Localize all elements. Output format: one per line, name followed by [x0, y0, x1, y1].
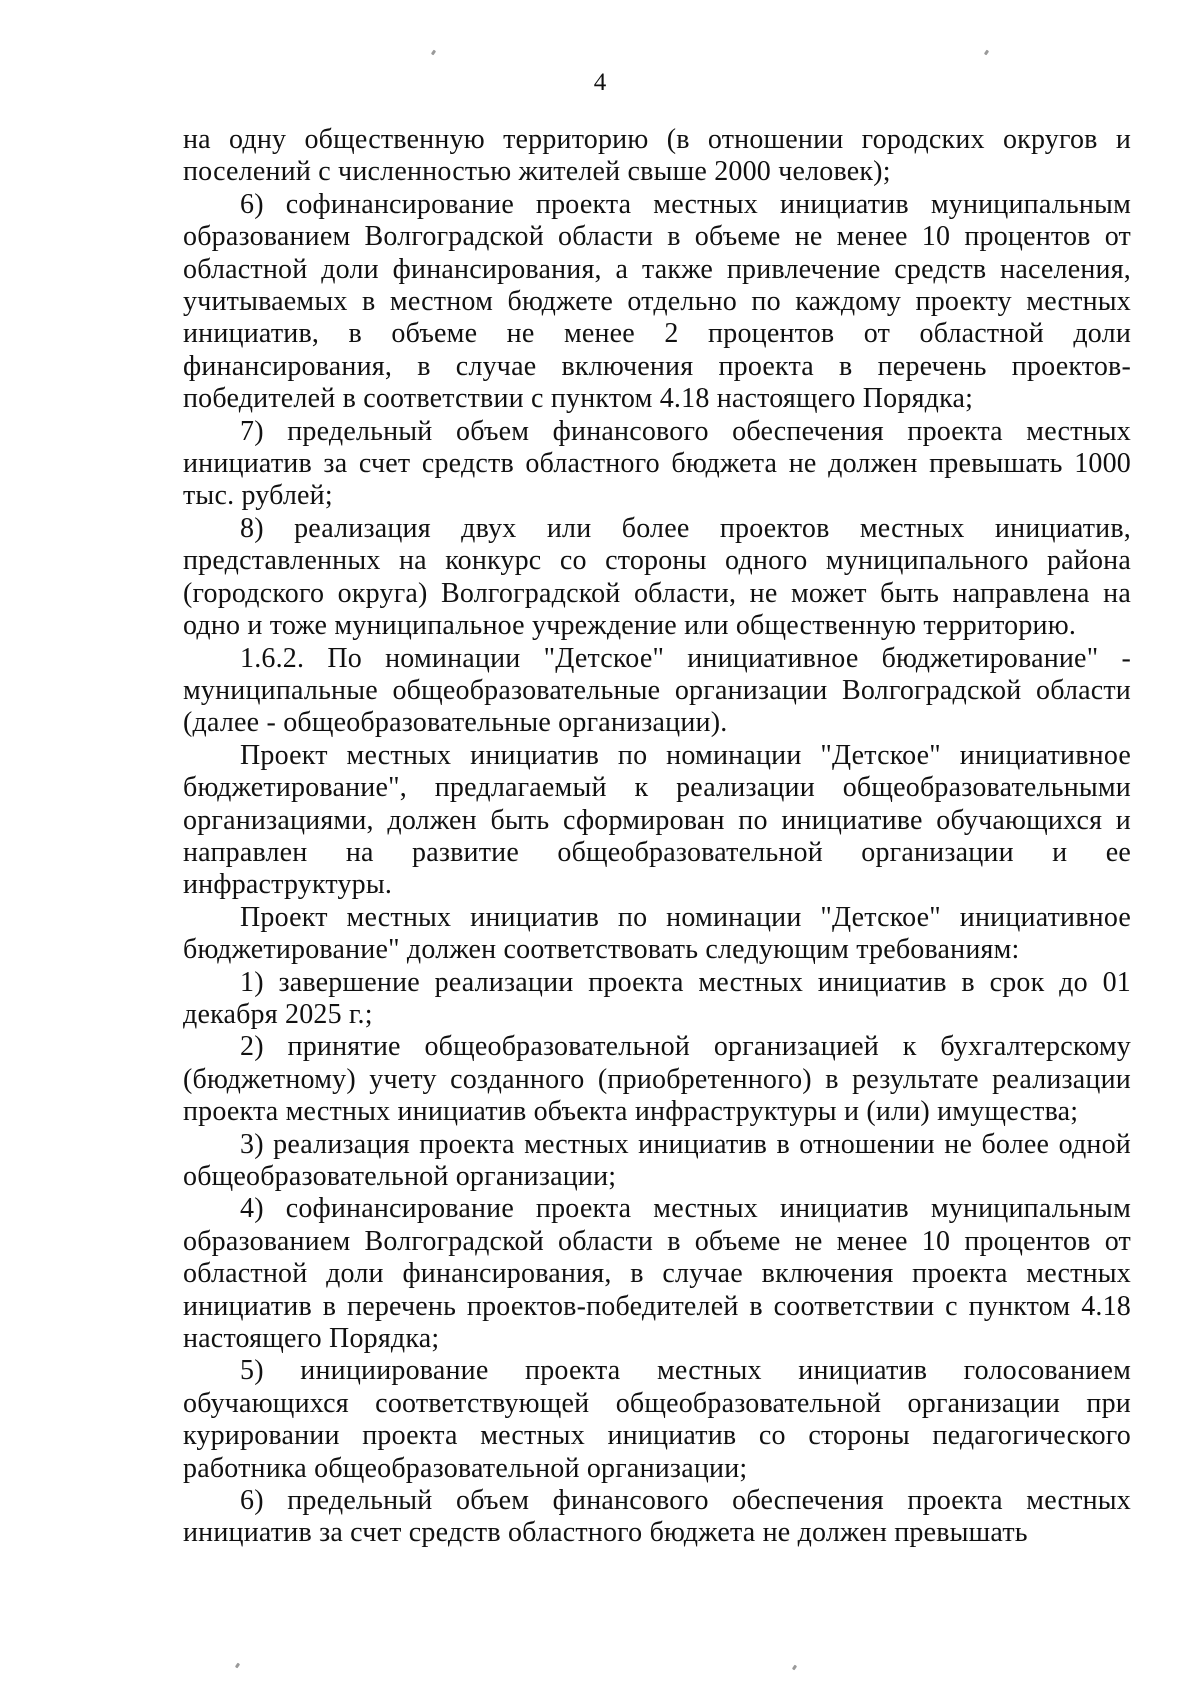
- paragraph-req-6-funding-limit: 6) предельный объем финансового обеспечения проекта местных инициатив за счет средств областного бюджета не должен превышать: [183, 1485, 1131, 1549]
- scan-speck: [431, 50, 436, 56]
- paragraph-item-6-cofinancing: 6) софинансирование проекта местных инициатив муниципальным образованием Волгоградской области в объеме не менее 10 процентов от областной доли финансирования, а также привлечение средств населения, учитываемых в местном бюджете отдельно по каждому проекту местных инициатив, в объеме не менее 2 процентов от областной доли финансирования, в случае включения проекта в перечень проектов-победителей в соответствии с пунктом 4.18 настоящего Порядка;: [183, 188, 1131, 415]
- paragraph-req-3-single-organization: 3) реализация проекта местных инициатив в отношении не более одной общеобразовательной организации;: [183, 1128, 1131, 1192]
- scan-speck: [984, 50, 989, 56]
- document-body: [183, 124, 1131, 1550]
- paragraph-continuation: на одну общественную территорию (в отношении городских округов и поселений с численностью жителей свыше 2000 человек);: [183, 124, 1131, 188]
- paragraph-project-initiative: Проект местных инициатив по номинации "Детское" инициативное бюджетирование", предлагаемый к реализации общеобразовательными организациями, должен быть сформирован по инициативе обучающихся и направлен на развитие общеобразовательной организации и ее инфраструктуры.: [183, 739, 1131, 901]
- paragraph-item-7-funding-limit: 7) предельный объем финансового обеспечения проекта местных инициатив за счет средств областного бюджета не должен превышать 1000 тыс. рублей;: [183, 415, 1131, 512]
- page-number: 4: [593, 69, 607, 96]
- paragraph-requirements-intro: Проект местных инициатив по номинации "Детское" инициативное бюджетирование" должен соответствовать следующим требованиям:: [183, 901, 1131, 966]
- scan-speck: [235, 1663, 240, 1669]
- paragraph-req-4-cofinancing: 4) софинансирование проекта местных инициатив муниципальным образованием Волгоградской области в объеме не менее 10 процентов от областной доли финансирования, в случае включения проекта местных инициатив в перечень проектов-победителей в соответствии с пунктом 4.18 настоящего Порядка;: [183, 1193, 1131, 1355]
- scan-speck: [792, 1665, 797, 1671]
- paragraph-req-2-accounting: 2) принятие общеобразовательной организацией к бухгалтерскому (бюджетному) учету созданного (приобретенного) в результате реализации проекта местных инициатив объекта инфраструктуры и (или) имущества;: [183, 1031, 1131, 1128]
- paragraph-req-1-deadline: 1) завершение реализации проекта местных инициатив в срок до 01 декабря 2025 г.;: [183, 966, 1131, 1030]
- paragraph-req-5-student-voting: 5) инициирование проекта местных инициатив голосованием обучающихся соответствующей общеобразовательной организации при курировании проекта местных инициатив со стороны педагогического работника общеобразовательной организации;: [183, 1355, 1131, 1484]
- paragraph-section-1-6-2: 1.6.2. По номинации "Детское" инициативное бюджетирование" - муниципальные общеобразовательные организации Волгоградской области (далее - общеобразовательные организации).: [183, 642, 1131, 739]
- paragraph-item-8-multiple-projects: 8) реализация двух или более проектов местных инициатив, представленных на конкурс со стороны одного муниципального района (городского округа) Волгоградской области, не может быть направлена на одно и тоже муниципальное учреждение или общественную территорию.: [183, 512, 1131, 642]
